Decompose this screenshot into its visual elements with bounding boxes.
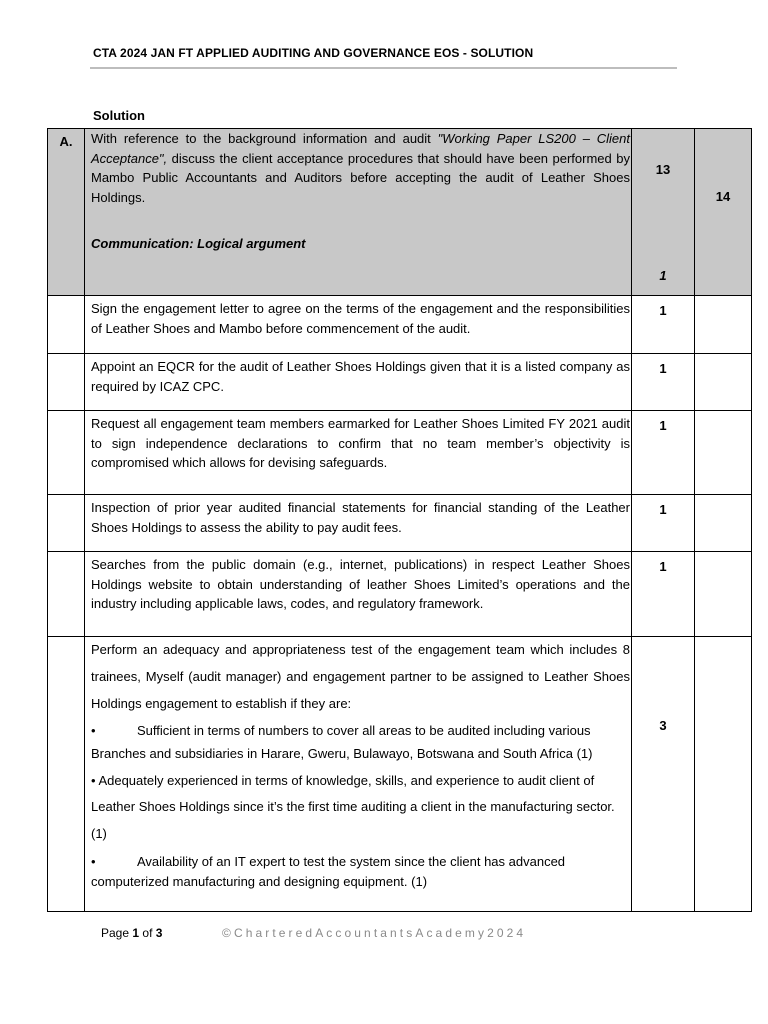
bullet-item: • Adequately experienced in terms of knowledge, skills, and experience to audit client of Leather Shoes Holdings since it’s the first time auditing a client in the manufacturing sector. (1) <box>91 772 615 842</box>
total-marks-cell <box>695 129 752 296</box>
copyright-notice: ©CharteredAccountantsAcademy2024 <box>222 926 527 940</box>
solution-label: Solution <box>93 108 145 123</box>
procedure-text: Searches from the public domain (e.g., internet, publications) in respect Leather Shoes Holdings website to obtain understanding of leather Shoes Limited’s operations and the industry including applicable laws, codes, and regulatory framework. <box>85 552 632 637</box>
table-row <box>48 552 752 637</box>
team-test-cell <box>85 637 632 912</box>
document-header: CTA 2024 JAN FT APPLIED AUDITING AND GOVERNANCE EOS - SOLUTION <box>93 46 534 60</box>
communication-label: Communication: Logical argument <box>91 236 306 251</box>
procedure-text: Appoint an EQCR for the audit of Leather Shoes Holdings given that it is a listed company as required by ICAZ CPC. <box>85 354 632 411</box>
page-of: of <box>142 926 153 940</box>
bullet-text: Sufficient in terms of numbers to cover all areas to be audited including various <box>137 723 591 739</box>
procedure-mark: 1 <box>632 354 695 411</box>
table-row <box>48 354 752 411</box>
question-text-part: discuss the client acceptance procedures that should have been performed by Mambo Public Accountants and Auditors before accepting the audit of Leather Shoes Holdings. <box>91 150 630 205</box>
page-current: 1 <box>132 926 140 940</box>
page-word: Page <box>101 926 130 940</box>
page-total: 3 <box>155 926 163 940</box>
working-paper-reference: "Working Paper LS200 – Client Acceptance", <box>91 131 630 166</box>
solution-table <box>47 128 752 912</box>
communication-marks: 1 <box>659 268 667 283</box>
procedure-mark: 1 <box>632 296 695 354</box>
question-label: A. <box>48 129 85 296</box>
procedure-text: Request all engagement team members earmarked for Leather Shoes Limited FY 2021 audit to sign independence declarations to confirm that no team member’s objectivity is compromised which allows for devising safeguards. <box>85 411 632 495</box>
procedure-text: Inspection of prior year audited financial statements for financial standing of the Leather Shoes Holdings to assess the ability to pay audit fees. <box>85 495 632 552</box>
table-row <box>48 411 752 495</box>
question-text <box>91 129 630 207</box>
question-text-cell <box>85 129 632 296</box>
procedure-mark: 1 <box>632 552 695 637</box>
bullet-icon: • <box>91 854 96 870</box>
table-row <box>48 637 752 912</box>
team-test-intro: Perform an adequacy and appropriateness test of the engagement team which includes 8 trainees, Myself (audit manager) and engagement partner to be assigned to Leather Shoes Holdings engagement to establish if they are: <box>91 642 630 711</box>
question-marks-cell <box>632 129 695 296</box>
question-marks: 13 <box>655 162 671 177</box>
question-row <box>48 129 752 296</box>
procedure-mark: 1 <box>632 495 695 552</box>
bullet-text: Availability of an IT expert to test the system since the client has advanced computerized manufacturing and designing equipment. (1) <box>91 854 566 889</box>
bullet-continuation: Branches and subsidiaries in Harare, Gweru, Bulawayo, Botswana and South Africa (1) <box>91 745 593 761</box>
table-row <box>48 495 752 552</box>
procedure-text: Sign the engagement letter to agree on the terms of the engagement and the responsibilities of Leather Shoes and Mambo before commencement of the audit. <box>85 296 632 354</box>
header-divider <box>90 67 677 69</box>
team-test-mark: 3 <box>632 637 695 912</box>
page-number <box>101 926 162 940</box>
bullet-icon: • <box>91 723 96 739</box>
procedure-mark: 1 <box>632 411 695 495</box>
bullet-item <box>91 717 630 741</box>
table-row <box>48 296 752 354</box>
bullet-item <box>91 848 630 894</box>
total-marks: 14 <box>715 189 731 204</box>
question-text-part: With reference to the background information and audit <box>91 131 431 146</box>
